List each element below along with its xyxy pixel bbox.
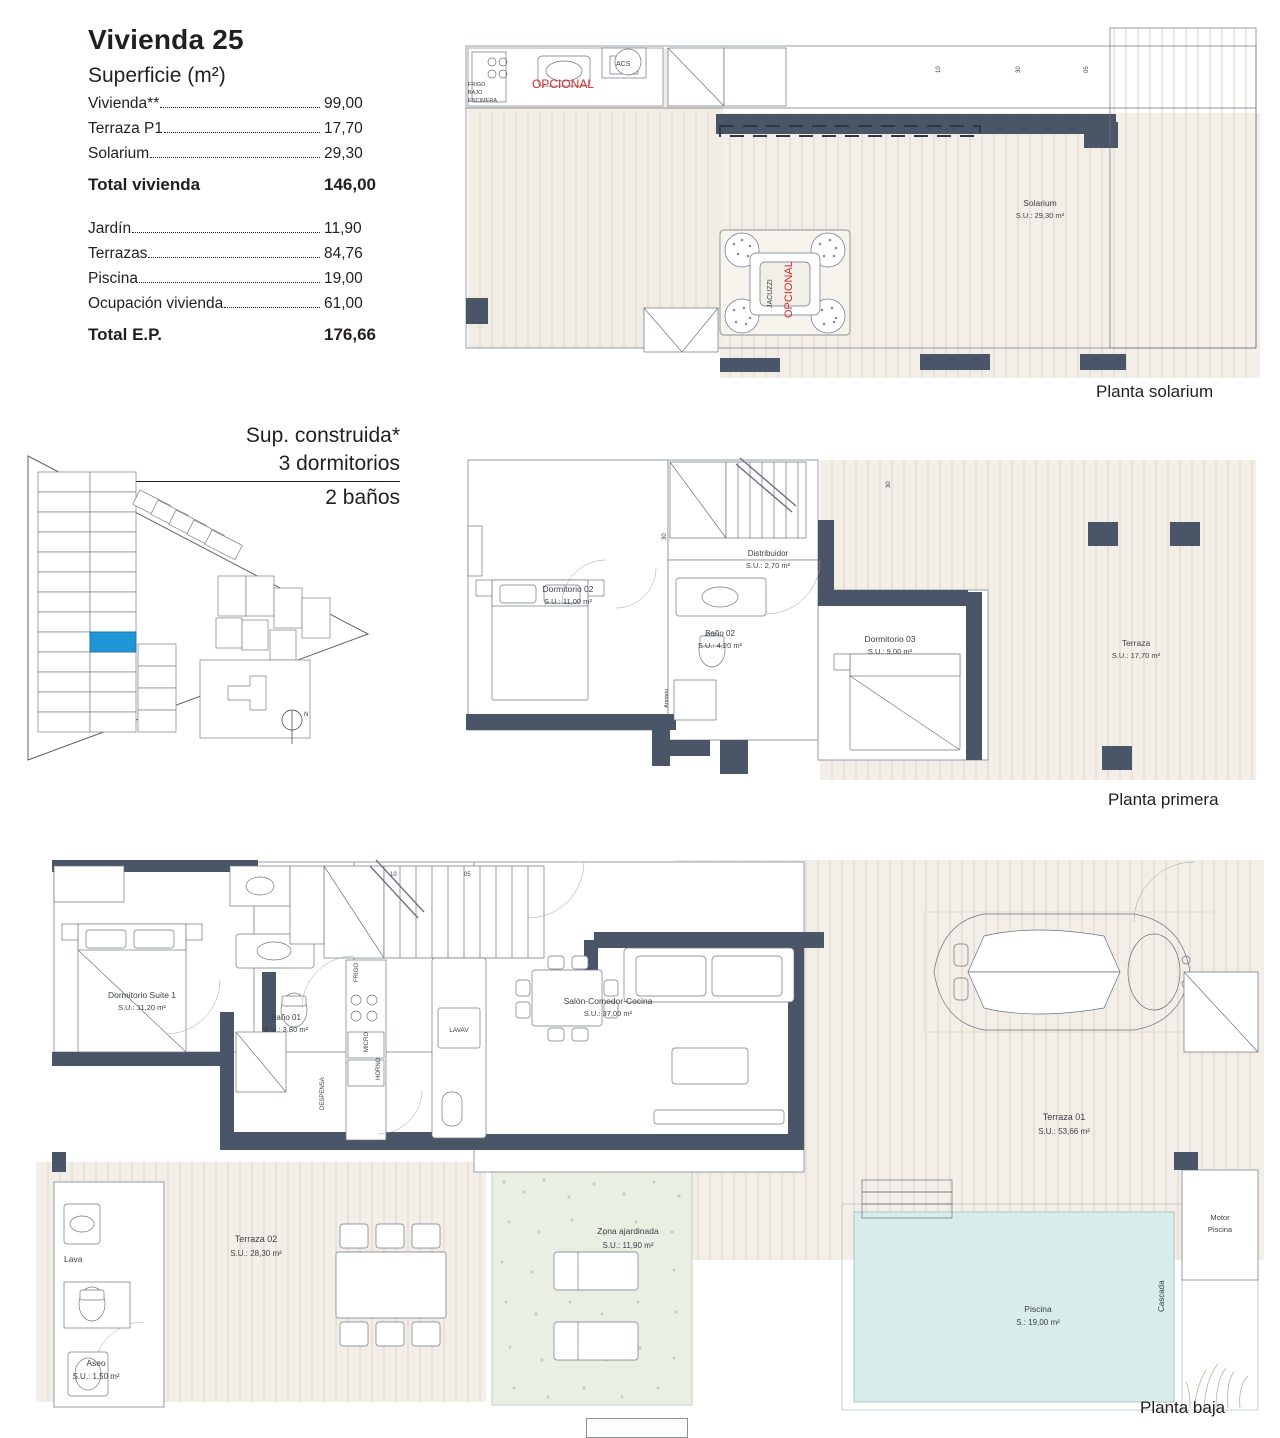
- room-label-terraza: Terraza: [1121, 638, 1151, 648]
- laundry-label: Lava: [64, 1254, 83, 1264]
- highlighted-unit-marker: [90, 632, 136, 652]
- area-label: Solarium: [88, 145, 150, 162]
- room-label-garden-1: Zona ajardinada: [597, 1226, 659, 1236]
- area-value: 29,30: [324, 145, 363, 162]
- room-area-solarium: S.U.: 29,30 m²: [1015, 211, 1065, 220]
- svg-text:10: 10: [390, 872, 397, 878]
- room-label-solarium: Solarium: [1023, 198, 1057, 208]
- dishwasher-label: LAVAV: [449, 1027, 469, 1034]
- area-total-value: 146,00: [324, 175, 376, 194]
- pool-motor-label-2: Piscina: [1207, 1225, 1233, 1234]
- area-total-label: Total vivienda: [88, 175, 201, 194]
- area-label: Terraza P1: [88, 120, 163, 137]
- oven-label: HORNO: [376, 1057, 382, 1080]
- wardrobe-label: Armario: [664, 688, 670, 708]
- room-label-terraza01: Terraza 01: [1042, 1112, 1086, 1122]
- room-area-bano01: S.U.: 3,80 m²: [263, 1025, 309, 1034]
- svg-text:BAJO: BAJO: [468, 90, 483, 96]
- room-label-bano02: Baño 02: [705, 629, 735, 638]
- room-area-bano02: S.U.: 4,20 m²: [697, 641, 743, 650]
- room-label-aseo: Aseo: [86, 1358, 106, 1368]
- room-area-terraza: S.U.: 17,70 m²: [1111, 651, 1161, 660]
- area-row: [88, 270, 398, 288]
- plan-primera: [420, 440, 1260, 790]
- room-area-piscina: S.: 19,00 m²: [1016, 1318, 1060, 1327]
- plan-baja: [24, 852, 1264, 1412]
- room-area-dorm02: S.U.: 11,00 m²: [544, 597, 592, 606]
- area-total-row: [88, 175, 398, 195]
- area-row: Vivienda* * 99,00: [88, 95, 398, 113]
- dot-leader: [224, 307, 320, 308]
- dot-leader: [132, 232, 320, 233]
- pantry-label: DESPENSA: [320, 1077, 326, 1110]
- svg-text:05: 05: [1084, 66, 1090, 73]
- area-value: 61,00: [324, 295, 363, 312]
- construida-line2: 3 dormitorios: [278, 452, 400, 475]
- svg-text:30: 30: [1016, 66, 1022, 73]
- plan-primera-label: Planta primera: [1108, 790, 1219, 809]
- area-label: Terrazas: [88, 245, 148, 262]
- area-row: [88, 145, 398, 163]
- plan-solarium: [420, 18, 1260, 378]
- scale-bar: [586, 1418, 688, 1438]
- room-area-garden: S.U.: 11,90 m²: [602, 1241, 654, 1250]
- area-value: 99,00: [324, 95, 363, 112]
- svg-text:FRIGO: FRIGO: [468, 82, 486, 88]
- acs-label: ACS: [616, 61, 631, 68]
- dot-leader: [148, 257, 320, 258]
- area-row: [88, 120, 398, 138]
- area-row: [88, 245, 398, 263]
- room-area-dorm03: S.U.: 9,00 m²: [867, 647, 913, 656]
- surface-subtitle: Superficie (m²): [88, 64, 226, 87]
- svg-text:30: 30: [662, 533, 668, 540]
- room-label-terraza02: Terraza 02: [234, 1234, 278, 1244]
- plan-solarium-label: Planta solarium: [1096, 382, 1214, 401]
- room-label-piscina: Piscina: [1024, 1304, 1052, 1314]
- room-label-dorm03: Dormitorio 03: [864, 634, 916, 644]
- optional-label-kitchen: OPCIONAL: [532, 77, 595, 91]
- area-row: [88, 295, 398, 313]
- room-label-bano01: Baño 01: [271, 1013, 301, 1022]
- pool-motor-label-1: Motor: [1210, 1213, 1230, 1222]
- room-area-salon: S.U.: 37,00 m²: [583, 1009, 633, 1018]
- area-value: 11,90: [324, 220, 362, 237]
- area-label: Ocupación vivienda: [88, 295, 224, 312]
- room-area-distribuidor: S.U.: 2,70 m²: [745, 561, 791, 570]
- area-label: Piscina: [88, 270, 138, 287]
- page-title: Vivienda 25: [88, 24, 244, 55]
- svg-text:05: 05: [464, 872, 471, 878]
- room-label-distribuidor: Distribuidor: [747, 549, 789, 558]
- jacuzzi-label: JACUZZI: [767, 279, 774, 308]
- room-area-terraza01: S.U.: 53,66 m²: [1038, 1127, 1090, 1136]
- room-area-aseo: S.U.: 1,50 m²: [72, 1372, 120, 1381]
- area-total-label: Total E.P.: [88, 325, 163, 344]
- area-value: 17,70: [324, 120, 363, 137]
- micro-label: MICRO: [364, 1032, 370, 1052]
- fridge-label: FRIGO: [354, 963, 360, 982]
- optional-label-jacuzzi: OPCIONAL: [783, 261, 795, 318]
- room-label-suite: Dormitorio Suite 1: [107, 990, 177, 1000]
- area-label: Jardín: [88, 220, 132, 237]
- plan-baja-label: Planta baja: [1140, 1398, 1226, 1417]
- room-label-dorm02: Dormitorio 02: [542, 584, 594, 594]
- dot-leader: [164, 132, 320, 133]
- svg-text:N: N: [304, 712, 309, 718]
- area-total-row: [88, 325, 398, 345]
- dot-leader: [150, 157, 320, 158]
- area-value: 19,00: [324, 270, 363, 287]
- construida-line1: Sup. construida*: [245, 424, 400, 447]
- cascade-label: Cascada: [1157, 1280, 1166, 1312]
- svg-text:ENCIMERA: ENCIMERA: [468, 98, 498, 104]
- svg-text:30: 30: [886, 481, 892, 488]
- svg-text:10: 10: [936, 66, 942, 73]
- area-row: [88, 220, 398, 238]
- room-area-terraza02: S.U.: 28,30 m²: [230, 1249, 282, 1258]
- area-value: 84,76: [324, 245, 363, 262]
- dot-leader: [160, 107, 320, 108]
- dot-leader: [139, 282, 320, 283]
- room-area-suite: S.U.: 11,20 m²: [118, 1003, 166, 1012]
- construida-line3: 2 baños: [325, 486, 400, 509]
- area-total-value: 176,66: [324, 325, 376, 344]
- surface-info-panel: [88, 24, 398, 345]
- room-label-salon: Salón-Comedor-Cocina: [563, 996, 653, 1006]
- site-key-map: [20, 448, 380, 768]
- pool-area: [854, 1212, 1174, 1402]
- area-label: Vivienda*: [88, 95, 154, 112]
